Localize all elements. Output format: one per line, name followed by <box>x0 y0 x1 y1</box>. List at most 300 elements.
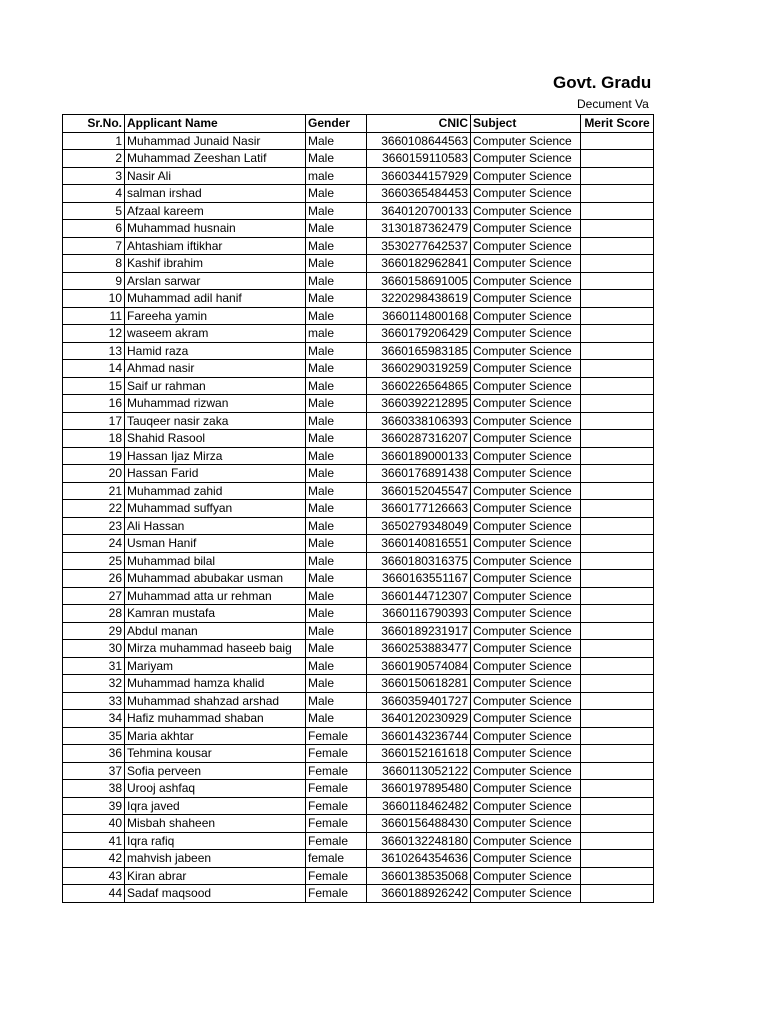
table-row <box>63 500 654 518</box>
cell-merit-score <box>581 150 654 168</box>
cell-subject: Computer Science <box>471 307 581 325</box>
cell-sr-no: 3 <box>63 167 125 185</box>
cell-sr-no: 6 <box>63 220 125 238</box>
cell-cnic: 3660182962841 <box>367 255 471 273</box>
cell-merit-score <box>581 272 654 290</box>
table-row <box>63 780 654 798</box>
column-header-sr-no: Sr.No. <box>63 115 125 133</box>
cell-gender: Male <box>306 692 367 710</box>
cell-sr-no: 29 <box>63 622 125 640</box>
cell-gender: male <box>306 167 367 185</box>
cell-applicant-name: Ahtashiam iftikhar <box>125 237 306 255</box>
cell-gender: Male <box>306 430 367 448</box>
cell-sr-no: 13 <box>63 342 125 360</box>
cell-applicant-name: Shahid Rasool <box>125 430 306 448</box>
table-row <box>63 710 654 728</box>
table-row <box>63 675 654 693</box>
cell-gender: Male <box>306 342 367 360</box>
cell-cnic: 3640120700133 <box>367 202 471 220</box>
cell-gender: Male <box>306 605 367 623</box>
cell-sr-no: 27 <box>63 587 125 605</box>
cell-subject: Computer Science <box>471 762 581 780</box>
cell-applicant-name: Misbah shaheen <box>125 815 306 833</box>
cell-sr-no: 33 <box>63 692 125 710</box>
cell-gender: Male <box>306 482 367 500</box>
cell-applicant-name: waseem akram <box>125 325 306 343</box>
cell-subject: Computer Science <box>471 220 581 238</box>
cell-applicant-name: Kiran abrar <box>125 867 306 885</box>
cell-applicant-name: Sadaf maqsood <box>125 885 306 903</box>
cell-sr-no: 19 <box>63 447 125 465</box>
table-row <box>63 342 654 360</box>
table-row <box>63 762 654 780</box>
column-header-gender: Gender <box>306 115 367 133</box>
cell-sr-no: 39 <box>63 797 125 815</box>
cell-applicant-name: Maria akhtar <box>125 727 306 745</box>
table-row <box>63 552 654 570</box>
document-subtitle: Decument Va <box>577 97 649 111</box>
table-row <box>63 430 654 448</box>
cell-applicant-name: Ali Hassan <box>125 517 306 535</box>
cell-merit-score <box>581 815 654 833</box>
cell-cnic: 3660116790393 <box>367 605 471 623</box>
cell-gender: Male <box>306 552 367 570</box>
cell-merit-score <box>581 535 654 553</box>
cell-sr-no: 37 <box>63 762 125 780</box>
cell-subject: Computer Science <box>471 745 581 763</box>
cell-applicant-name: Mariyam <box>125 657 306 675</box>
cell-sr-no: 10 <box>63 290 125 308</box>
cell-cnic: 3660188926242 <box>367 885 471 903</box>
cell-applicant-name: Muhammad hamza khalid <box>125 675 306 693</box>
table-row <box>63 517 654 535</box>
cell-gender: Female <box>306 885 367 903</box>
table-row <box>63 850 654 868</box>
cell-merit-score <box>581 587 654 605</box>
cell-cnic: 3660138535068 <box>367 867 471 885</box>
table-row <box>63 377 654 395</box>
cell-gender: Male <box>306 535 367 553</box>
cell-sr-no: 11 <box>63 307 125 325</box>
cell-merit-score <box>581 360 654 378</box>
table-row <box>63 885 654 903</box>
cell-subject: Computer Science <box>471 447 581 465</box>
cell-applicant-name: Muhammad suffyan <box>125 500 306 518</box>
cell-cnic: 3660290319259 <box>367 360 471 378</box>
cell-subject: Computer Science <box>471 780 581 798</box>
cell-sr-no: 28 <box>63 605 125 623</box>
column-header-cnic: CNIC <box>367 115 471 133</box>
cell-merit-score <box>581 780 654 798</box>
cell-cnic: 3660344157929 <box>367 167 471 185</box>
cell-gender: Male <box>306 500 367 518</box>
cell-gender: female <box>306 850 367 868</box>
cell-subject: Computer Science <box>471 132 581 150</box>
cell-gender: Male <box>306 132 367 150</box>
table-row <box>63 395 654 413</box>
cell-sr-no: 8 <box>63 255 125 273</box>
cell-cnic: 3660197895480 <box>367 780 471 798</box>
cell-subject: Computer Science <box>471 342 581 360</box>
cell-merit-score <box>581 745 654 763</box>
cell-sr-no: 32 <box>63 675 125 693</box>
cell-sr-no: 42 <box>63 850 125 868</box>
cell-applicant-name: Abdul manan <box>125 622 306 640</box>
cell-cnic: 3660190574084 <box>367 657 471 675</box>
cell-gender: Male <box>306 290 367 308</box>
cell-cnic: 3660158691005 <box>367 272 471 290</box>
cell-subject: Computer Science <box>471 885 581 903</box>
cell-applicant-name: Afzaal kareem <box>125 202 306 220</box>
cell-subject: Computer Science <box>471 552 581 570</box>
table-row <box>63 202 654 220</box>
table-row <box>63 447 654 465</box>
cell-gender: Male <box>306 517 367 535</box>
cell-merit-score <box>581 850 654 868</box>
cell-applicant-name: Sofia perveen <box>125 762 306 780</box>
cell-sr-no: 30 <box>63 640 125 658</box>
table-row <box>63 237 654 255</box>
cell-applicant-name: Mirza muhammad haseeb baig <box>125 640 306 658</box>
cell-subject: Computer Science <box>471 850 581 868</box>
cell-gender: Male <box>306 255 367 273</box>
table-row <box>63 587 654 605</box>
cell-merit-score <box>581 395 654 413</box>
cell-subject: Computer Science <box>471 867 581 885</box>
table-row <box>63 307 654 325</box>
cell-gender: Male <box>306 377 367 395</box>
cell-merit-score <box>581 237 654 255</box>
cell-cnic: 3130187362479 <box>367 220 471 238</box>
cell-cnic: 3660180316375 <box>367 552 471 570</box>
cell-gender: Male <box>306 237 367 255</box>
cell-cnic: 3660118462482 <box>367 797 471 815</box>
cell-cnic: 3530277642537 <box>367 237 471 255</box>
cell-cnic: 3660150618281 <box>367 675 471 693</box>
cell-subject: Computer Science <box>471 727 581 745</box>
cell-merit-score <box>581 290 654 308</box>
cell-merit-score <box>581 132 654 150</box>
cell-applicant-name: Muhammad Zeeshan Latif <box>125 150 306 168</box>
cell-merit-score <box>581 832 654 850</box>
cell-merit-score <box>581 797 654 815</box>
cell-cnic: 3660189231917 <box>367 622 471 640</box>
cell-applicant-name: Kashif ibrahim <box>125 255 306 273</box>
cell-cnic: 3660177126663 <box>367 500 471 518</box>
table-row <box>63 272 654 290</box>
cell-cnic: 3660156488430 <box>367 815 471 833</box>
cell-cnic: 3660152045547 <box>367 482 471 500</box>
cell-subject: Computer Science <box>471 570 581 588</box>
cell-applicant-name: Muhammad adil hanif <box>125 290 306 308</box>
cell-sr-no: 16 <box>63 395 125 413</box>
cell-cnic: 3660114800168 <box>367 307 471 325</box>
table-row <box>63 605 654 623</box>
cell-merit-score <box>581 675 654 693</box>
cell-subject: Computer Science <box>471 167 581 185</box>
cell-subject: Computer Science <box>471 535 581 553</box>
cell-sr-no: 41 <box>63 832 125 850</box>
cell-gender: Male <box>306 307 367 325</box>
cell-gender: Male <box>306 412 367 430</box>
cell-subject: Computer Science <box>471 237 581 255</box>
cell-subject: Computer Science <box>471 290 581 308</box>
cell-cnic: 3660113052122 <box>367 762 471 780</box>
table-row <box>63 360 654 378</box>
cell-sr-no: 25 <box>63 552 125 570</box>
cell-merit-score <box>581 202 654 220</box>
cell-sr-no: 7 <box>63 237 125 255</box>
cell-subject: Computer Science <box>471 395 581 413</box>
cell-sr-no: 12 <box>63 325 125 343</box>
cell-gender: Male <box>306 675 367 693</box>
cell-sr-no: 2 <box>63 150 125 168</box>
cell-cnic: 3660108644563 <box>367 132 471 150</box>
cell-cnic: 3660359401727 <box>367 692 471 710</box>
cell-subject: Computer Science <box>471 815 581 833</box>
cell-merit-score <box>581 377 654 395</box>
cell-gender: Male <box>306 465 367 483</box>
cell-cnic: 3660159110583 <box>367 150 471 168</box>
cell-subject: Computer Science <box>471 692 581 710</box>
cell-subject: Computer Science <box>471 797 581 815</box>
cell-applicant-name: Hafiz muhammad shaban <box>125 710 306 728</box>
cell-gender: Female <box>306 832 367 850</box>
cell-cnic: 3660132248180 <box>367 832 471 850</box>
cell-merit-score <box>581 482 654 500</box>
table-row <box>63 167 654 185</box>
table-row <box>63 622 654 640</box>
cell-applicant-name: Muhammad rizwan <box>125 395 306 413</box>
cell-applicant-name: Muhammad zahid <box>125 482 306 500</box>
table-header-row <box>63 115 654 133</box>
cell-subject: Computer Science <box>471 202 581 220</box>
cell-gender: Male <box>306 710 367 728</box>
table-row <box>63 132 654 150</box>
cell-gender: Female <box>306 867 367 885</box>
cell-merit-score <box>581 447 654 465</box>
cell-sr-no: 9 <box>63 272 125 290</box>
cell-applicant-name: Kamran mustafa <box>125 605 306 623</box>
cell-subject: Computer Science <box>471 272 581 290</box>
table-row <box>63 150 654 168</box>
cell-sr-no: 34 <box>63 710 125 728</box>
cell-subject: Computer Science <box>471 325 581 343</box>
cell-applicant-name: Muhammad husnain <box>125 220 306 238</box>
cell-merit-score <box>581 640 654 658</box>
cell-gender: Male <box>306 640 367 658</box>
table-row <box>63 815 654 833</box>
cell-applicant-name: Muhammad abubakar usman <box>125 570 306 588</box>
table-row <box>63 727 654 745</box>
cell-subject: Computer Science <box>471 255 581 273</box>
cell-gender: male <box>306 325 367 343</box>
cell-subject: Computer Science <box>471 412 581 430</box>
cell-sr-no: 40 <box>63 815 125 833</box>
cell-merit-score <box>581 500 654 518</box>
table-row <box>63 220 654 238</box>
column-header-subject: Subject <box>471 115 581 133</box>
table-row <box>63 867 654 885</box>
cell-applicant-name: Arslan sarwar <box>125 272 306 290</box>
cell-sr-no: 5 <box>63 202 125 220</box>
cell-cnic: 3660287316207 <box>367 430 471 448</box>
cell-gender: Female <box>306 815 367 833</box>
cell-applicant-name: Ahmad nasir <box>125 360 306 378</box>
cell-subject: Computer Science <box>471 640 581 658</box>
cell-cnic: 3660392212895 <box>367 395 471 413</box>
cell-applicant-name: Usman Hanif <box>125 535 306 553</box>
cell-subject: Computer Science <box>471 360 581 378</box>
cell-subject: Computer Science <box>471 150 581 168</box>
cell-merit-score <box>581 307 654 325</box>
cell-applicant-name: Iqra rafiq <box>125 832 306 850</box>
cell-applicant-name: Iqra javed <box>125 797 306 815</box>
table-row <box>63 412 654 430</box>
cell-cnic: 3640120230929 <box>367 710 471 728</box>
cell-subject: Computer Science <box>471 185 581 203</box>
cell-subject: Computer Science <box>471 377 581 395</box>
table-row <box>63 290 654 308</box>
cell-merit-score <box>581 657 654 675</box>
cell-gender: Female <box>306 797 367 815</box>
cell-merit-score <box>581 867 654 885</box>
cell-cnic: 3660189000133 <box>367 447 471 465</box>
cell-sr-no: 23 <box>63 517 125 535</box>
table-row <box>63 640 654 658</box>
table-row <box>63 255 654 273</box>
table-row <box>63 465 654 483</box>
cell-merit-score <box>581 412 654 430</box>
document-title: Govt. Gradu <box>553 73 652 92</box>
cell-gender: Male <box>306 220 367 238</box>
cell-applicant-name: Fareeha yamin <box>125 307 306 325</box>
cell-merit-score <box>581 605 654 623</box>
cell-merit-score <box>581 517 654 535</box>
cell-sr-no: 17 <box>63 412 125 430</box>
cell-gender: Male <box>306 395 367 413</box>
cell-subject: Computer Science <box>471 657 581 675</box>
cell-applicant-name: Tehmina kousar <box>125 745 306 763</box>
cell-applicant-name: Nasir Ali <box>125 167 306 185</box>
cell-gender: Male <box>306 150 367 168</box>
cell-subject: Computer Science <box>471 465 581 483</box>
cell-subject: Computer Science <box>471 482 581 500</box>
cell-merit-score <box>581 342 654 360</box>
cell-merit-score <box>581 220 654 238</box>
cell-cnic: 3660163551167 <box>367 570 471 588</box>
cell-applicant-name: Hassan Ijaz Mirza <box>125 447 306 465</box>
cell-gender: Male <box>306 570 367 588</box>
cell-sr-no: 22 <box>63 500 125 518</box>
cell-applicant-name: Urooj ashfaq <box>125 780 306 798</box>
column-header-merit-score: Merit Score <box>581 115 654 133</box>
cell-gender: Male <box>306 587 367 605</box>
cell-sr-no: 18 <box>63 430 125 448</box>
cell-sr-no: 44 <box>63 885 125 903</box>
cell-gender: Female <box>306 762 367 780</box>
cell-merit-score <box>581 692 654 710</box>
cell-applicant-name: Muhammad atta ur rehman <box>125 587 306 605</box>
cell-gender: Female <box>306 727 367 745</box>
cell-subject: Computer Science <box>471 500 581 518</box>
cell-subject: Computer Science <box>471 587 581 605</box>
cell-merit-score <box>581 430 654 448</box>
cell-merit-score <box>581 552 654 570</box>
cell-cnic: 3660365484453 <box>367 185 471 203</box>
cell-gender: Female <box>306 780 367 798</box>
cell-gender: Male <box>306 447 367 465</box>
cell-cnic: 3660144712307 <box>367 587 471 605</box>
cell-applicant-name: mahvish jabeen <box>125 850 306 868</box>
table-row <box>63 325 654 343</box>
cell-cnic: 3660179206429 <box>367 325 471 343</box>
cell-merit-score <box>581 762 654 780</box>
cell-subject: Computer Science <box>471 517 581 535</box>
table-row <box>63 482 654 500</box>
cell-cnic: 3660176891438 <box>367 465 471 483</box>
cell-applicant-name: Muhammad Junaid Nasir <box>125 132 306 150</box>
cell-sr-no: 21 <box>63 482 125 500</box>
applicants-table <box>62 114 654 903</box>
cell-subject: Computer Science <box>471 430 581 448</box>
cell-applicant-name: Muhammad shahzad arshad <box>125 692 306 710</box>
cell-cnic: 3660140816551 <box>367 535 471 553</box>
cell-applicant-name: Hamid raza <box>125 342 306 360</box>
table-row <box>63 570 654 588</box>
cell-sr-no: 36 <box>63 745 125 763</box>
cell-cnic: 3660152161618 <box>367 745 471 763</box>
cell-cnic: 3650279348049 <box>367 517 471 535</box>
cell-gender: Male <box>306 185 367 203</box>
cell-cnic: 3660226564865 <box>367 377 471 395</box>
cell-sr-no: 38 <box>63 780 125 798</box>
cell-gender: Male <box>306 202 367 220</box>
table-row <box>63 797 654 815</box>
cell-cnic: 3660253883477 <box>367 640 471 658</box>
cell-gender: Female <box>306 745 367 763</box>
cell-subject: Computer Science <box>471 622 581 640</box>
cell-merit-score <box>581 727 654 745</box>
cell-sr-no: 43 <box>63 867 125 885</box>
cell-subject: Computer Science <box>471 675 581 693</box>
cell-cnic: 3660143236744 <box>367 727 471 745</box>
cell-cnic: 3610264354636 <box>367 850 471 868</box>
table-row <box>63 745 654 763</box>
column-header-applicant-name: Applicant Name <box>125 115 306 133</box>
cell-merit-score <box>581 465 654 483</box>
cell-sr-no: 14 <box>63 360 125 378</box>
cell-cnic: 3660338106393 <box>367 412 471 430</box>
cell-sr-no: 31 <box>63 657 125 675</box>
cell-applicant-name: Muhammad bilal <box>125 552 306 570</box>
cell-gender: Male <box>306 657 367 675</box>
cell-merit-score <box>581 255 654 273</box>
cell-sr-no: 35 <box>63 727 125 745</box>
cell-subject: Computer Science <box>471 605 581 623</box>
cell-merit-score <box>581 570 654 588</box>
cell-gender: Male <box>306 272 367 290</box>
table-row <box>63 185 654 203</box>
cell-merit-score <box>581 325 654 343</box>
table-row <box>63 692 654 710</box>
cell-applicant-name: Hassan Farid <box>125 465 306 483</box>
cell-merit-score <box>581 167 654 185</box>
table-row <box>63 832 654 850</box>
table-row <box>63 657 654 675</box>
cell-sr-no: 15 <box>63 377 125 395</box>
cell-subject: Computer Science <box>471 710 581 728</box>
